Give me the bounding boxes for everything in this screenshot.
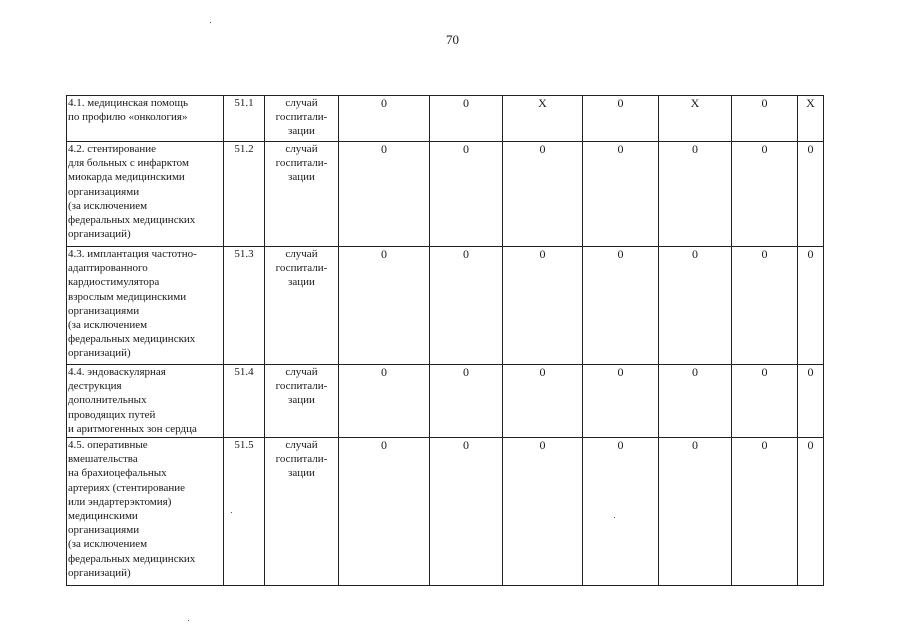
row-value-cell: X [503, 96, 583, 142]
row-name-line: артериях (стентирование [68, 481, 186, 494]
row-value-cell: X [659, 96, 732, 142]
row-value-cell: 0 [583, 142, 659, 247]
row-value-cell: 0 [798, 365, 824, 438]
row-value-cell: 0 [430, 247, 503, 365]
row-value-cell: 0 [339, 365, 430, 438]
row-name-line: организациями [68, 304, 140, 317]
row-name-line: деструкция [68, 380, 122, 393]
row-name-line: 4.2. стентирование [68, 143, 156, 155]
row-unit-line: случай [285, 366, 318, 378]
row-unit-line: зации [288, 171, 315, 184]
row-unit-cell [265, 365, 339, 438]
data-table [66, 95, 824, 586]
row-unit-line: госпитали- [275, 157, 328, 170]
row-name-line: и аритмогенных зон сердца [68, 422, 197, 435]
row-unit-line: зации [288, 125, 315, 138]
row-value-cell: 0 [430, 365, 503, 438]
row-value-cell: 0 [732, 96, 798, 142]
row-unit-line: случай [285, 439, 318, 451]
row-value-cell: 0 [430, 142, 503, 247]
row-code-cell: 51.3 [224, 247, 265, 365]
row-name-line: дополнительных [68, 394, 147, 407]
row-value-cell: 0 [339, 438, 430, 586]
table-body [67, 96, 824, 586]
row-name-line: организаций) [68, 228, 131, 241]
row-unit-line: госпитали- [275, 111, 328, 124]
row-name-cell [67, 96, 224, 142]
row-value-cell: 0 [659, 365, 732, 438]
row-unit-line: случай [285, 97, 318, 109]
row-unit-line: случай [285, 248, 318, 260]
row-value-cell: 0 [583, 365, 659, 438]
row-name-line: организаций) [68, 566, 131, 579]
row-value-cell: 0 [732, 142, 798, 247]
row-name-line: вмешательства [68, 453, 138, 466]
row-name-line: на брахиоцефальных [68, 467, 167, 480]
row-code-cell: 51.1 [224, 96, 265, 142]
row-unit-cell [265, 247, 339, 365]
row-name-cell [67, 365, 224, 438]
row-value-cell: X [798, 96, 824, 142]
table-row [67, 96, 824, 142]
row-value-cell: 0 [732, 247, 798, 365]
scan-speck [188, 620, 189, 621]
row-unit-line: госпитали- [275, 380, 328, 393]
row-value-cell: 0 [430, 96, 503, 142]
row-name-line: федеральных медицинских [68, 333, 196, 346]
row-name-line: миокарда медицинскими [68, 171, 185, 184]
row-name-line: 4.5. оперативные [68, 439, 148, 451]
row-unit-cell [265, 438, 339, 586]
row-name-line: организациями [68, 524, 140, 537]
row-name-line: федеральных медицинских [68, 214, 196, 227]
row-name-cell [67, 247, 224, 365]
row-name-cell [67, 438, 224, 586]
row-name-line: для больных с инфарктом [68, 157, 189, 170]
row-value-cell: 0 [732, 365, 798, 438]
row-name-line: 4.1. медицинская помощь [68, 97, 188, 109]
row-unit-line: зации [288, 276, 315, 289]
row-code-cell: 51.4 [224, 365, 265, 438]
row-name-line: по профилю «онкология» [68, 111, 188, 124]
row-unit-cell [265, 96, 339, 142]
row-unit-line: случай [285, 143, 318, 155]
row-value-cell: 0 [503, 142, 583, 247]
row-value-cell: 0 [503, 438, 583, 586]
row-value-cell: 0 [659, 247, 732, 365]
row-value-cell: 0 [659, 438, 732, 586]
row-name-line: (за исключением [68, 538, 148, 551]
row-name-line: кардиостимулятора [68, 276, 160, 289]
scan-speck [210, 22, 211, 23]
row-value-cell: 0 [798, 247, 824, 365]
row-name-line: (за исключением [68, 199, 148, 212]
table-row [67, 142, 824, 247]
row-name-line: медицинскими [68, 510, 138, 523]
row-name-line: организациями [68, 185, 140, 198]
row-name-line: 4.4. эндоваскулярная [68, 366, 166, 378]
row-name-line: 4.3. имплантация частотно- [68, 248, 197, 260]
row-code-cell: 51.5 [224, 438, 265, 586]
row-value-cell: 0 [503, 247, 583, 365]
row-value-cell: 0 [798, 438, 824, 586]
table-row [67, 438, 824, 586]
table-row [67, 247, 824, 365]
row-unit-line: зации [288, 394, 315, 407]
row-name-line: адаптированного [68, 262, 148, 275]
row-unit-cell [265, 142, 339, 247]
row-value-cell: 0 [339, 247, 430, 365]
row-value-cell: 0 [583, 96, 659, 142]
row-unit-line: госпитали- [275, 262, 328, 275]
row-value-cell: 0 [583, 438, 659, 586]
row-code-cell: 51.2 [224, 142, 265, 247]
row-unit-line: госпитали- [275, 453, 328, 466]
row-name-cell [67, 142, 224, 247]
row-name-line: или эндартерэктомия) [68, 495, 172, 508]
row-value-cell: 0 [339, 142, 430, 247]
row-value-cell: 0 [798, 142, 824, 247]
row-value-cell: 0 [339, 96, 430, 142]
row-name-line: федеральных медицинских [68, 552, 196, 565]
row-value-cell: 0 [659, 142, 732, 247]
row-name-line: проводящих путей [68, 408, 156, 421]
row-name-line: организаций) [68, 347, 131, 360]
row-value-cell: 0 [503, 365, 583, 438]
row-name-line: (за исключением [68, 319, 148, 332]
row-value-cell: 0 [732, 438, 798, 586]
row-value-cell: 0 [430, 438, 503, 586]
row-value-cell: 0 [583, 247, 659, 365]
row-name-line: взрослым медицинскими [68, 290, 187, 303]
page-number: 70 [446, 32, 459, 47]
table-row [67, 365, 824, 438]
row-unit-line: зации [288, 467, 315, 480]
